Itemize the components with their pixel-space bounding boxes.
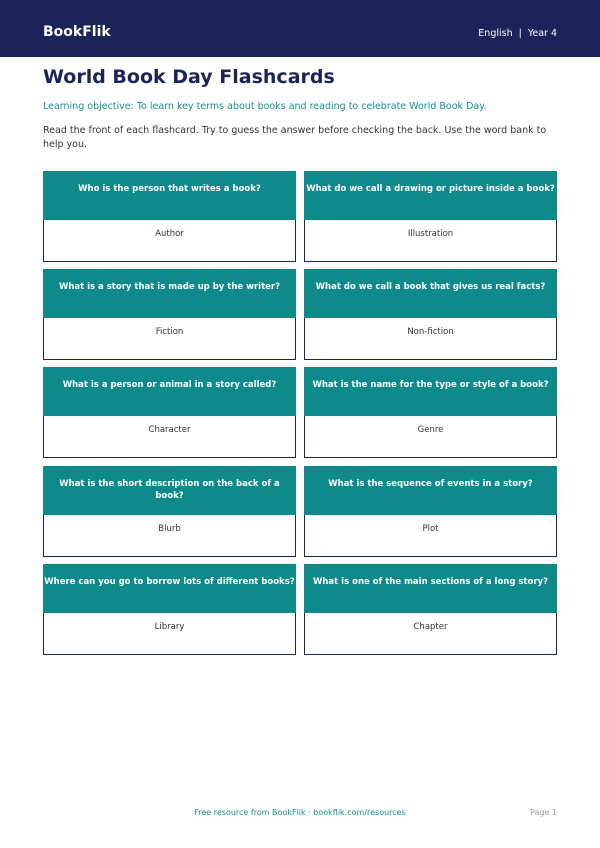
year-label: Year 4 bbox=[527, 28, 557, 39]
brand-logo: BookFlik bbox=[43, 24, 111, 40]
flashcard-answer: Author bbox=[43, 220, 296, 262]
flashcard-answer: Genre bbox=[304, 416, 557, 458]
flashcard-question: Who is the person that writes a book? bbox=[43, 171, 296, 220]
language-label: English bbox=[478, 28, 513, 39]
flashcard-answer: Illustration bbox=[304, 220, 557, 262]
flashcard-answer: Non-fiction bbox=[304, 318, 557, 360]
top-banner bbox=[0, 0, 600, 57]
page-number: Page 1 bbox=[530, 808, 557, 817]
flashcard-answer: Fiction bbox=[43, 318, 296, 360]
instructions: Read the front of each flashcard. Try to guess the answer before checking the back. Use the word bank to help you. bbox=[43, 125, 547, 150]
flashcard bbox=[43, 466, 296, 557]
meta-separator: | bbox=[518, 28, 522, 39]
flashcard-answer: Library bbox=[43, 613, 296, 655]
learning-objective: Learning objective: To learn key terms about books and reading to celebrate World Book Day. bbox=[43, 101, 487, 112]
flashcard bbox=[304, 269, 557, 360]
flashcard-answer: Chapter bbox=[304, 613, 557, 655]
flashcard bbox=[304, 564, 557, 655]
flashcard-question: What do we call a book that gives us real facts? bbox=[304, 269, 557, 318]
page-title: World Book Day Flashcards bbox=[43, 66, 335, 88]
flashcard-question: What is a story that is made up by the writer? bbox=[43, 269, 296, 318]
flashcard-answer: Character bbox=[43, 416, 296, 458]
flashcard-question: What is the sequence of events in a story? bbox=[304, 466, 557, 515]
footer-link[interactable]: Free resource from BookFlik · bookflik.com/resources bbox=[194, 808, 406, 817]
flashcard bbox=[43, 269, 296, 360]
flashcard-question: What do we call a drawing or picture inside a book? bbox=[304, 171, 557, 220]
flashcard-answer: Plot bbox=[304, 515, 557, 557]
flashcard bbox=[43, 171, 296, 262]
flashcard-question: Where can you go to borrow lots of different books? bbox=[43, 564, 296, 613]
flashcard-question: What is a person or animal in a story called? bbox=[43, 367, 296, 416]
flashcard bbox=[304, 171, 557, 262]
flashcard bbox=[304, 466, 557, 557]
flashcard bbox=[43, 367, 296, 458]
flashcard bbox=[43, 564, 296, 655]
flashcard-question: What is the name for the type or style of a book? bbox=[304, 367, 557, 416]
flashcard-question: What is the short description on the back of a book? bbox=[43, 466, 296, 515]
flashcard bbox=[304, 367, 557, 458]
flashcard-answer: Blurb bbox=[43, 515, 296, 557]
flashcard-question: What is one of the main sections of a long story? bbox=[304, 564, 557, 613]
header-meta bbox=[478, 27, 557, 41]
